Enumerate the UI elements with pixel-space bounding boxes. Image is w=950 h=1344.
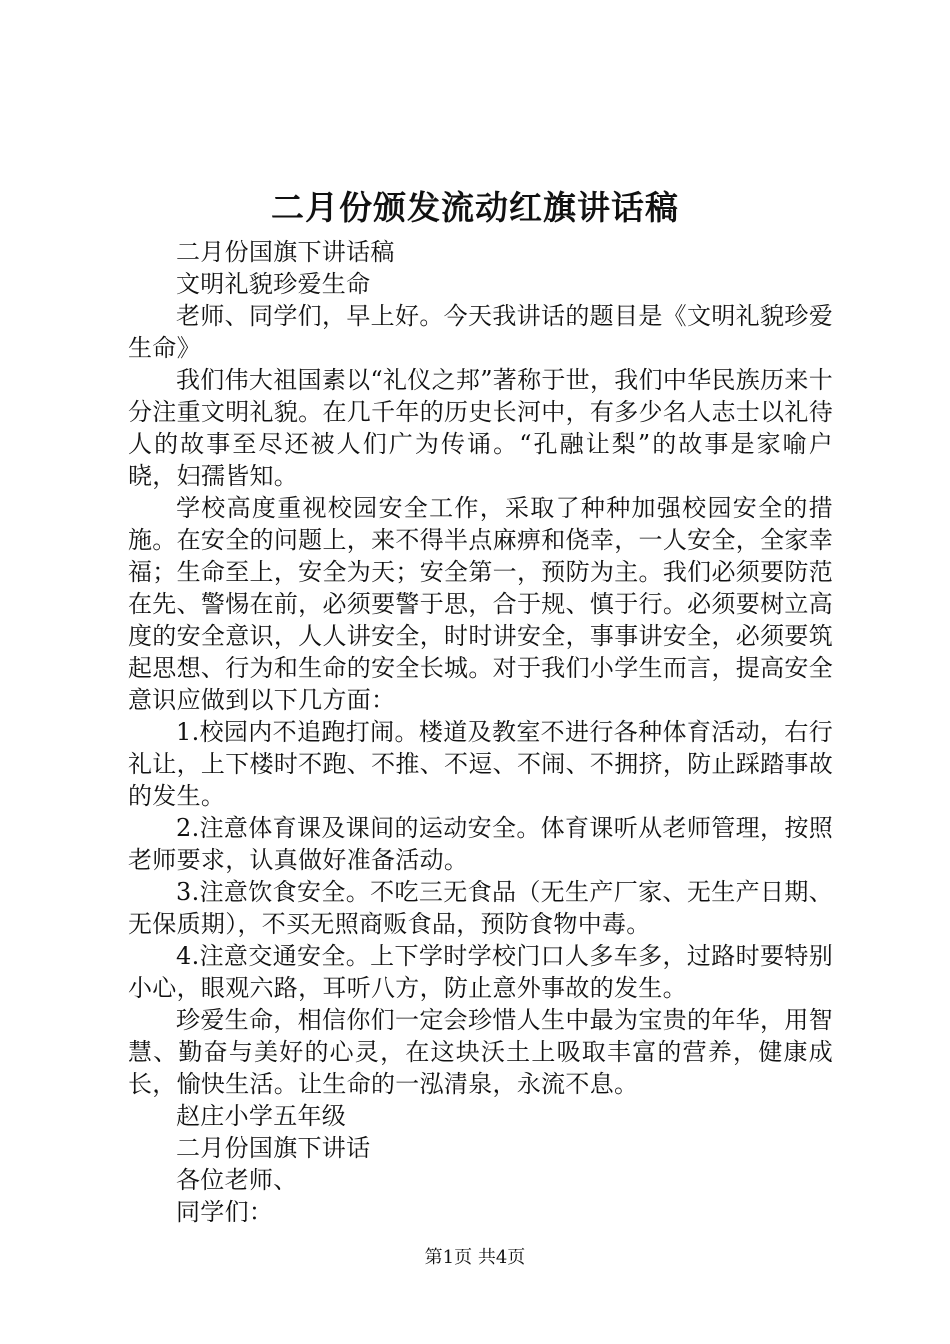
paragraph-salutation-teachers: 各位老师、 [176, 1166, 298, 1194]
paragraph-greeting: 老师、同学们，早上好。今天我讲话的题目是《文明礼貌珍爱生命》 [128, 302, 833, 362]
paragraph-item-3: 3.注意饮食安全。不吃三无食品（无生产厂家、无生产日期、无保质期），不买无照商贩食品，预防食物中毒。 [128, 878, 833, 938]
paragraph-item-2: 2.注意体育课及课间的运动安全。体育课听从老师管理，按照老师要求，认真做好准备活动。 [128, 814, 833, 874]
paragraph-salutation-students: 同学们： [176, 1198, 274, 1226]
paragraph-item-1: 1.校园内不追跑打闹。楼道及教室不进行各种体育活动，右行礼让，上下楼时不跑、不推、不逗、不闹、不拥挤，防止踩踏事故的发生。 [128, 718, 833, 810]
document-title: 二月份颁发流动红旗讲话稿 [271, 188, 679, 227]
paragraph-etiquette: 我们伟大祖国素以“礼仪之邦”著称于世，我们中华民族历来十分注重文明礼貌。在几千年的历史长河中，有多少名人志士以礼待人的故事至尽还被人们广为传诵。“孔融让梨”的故事是家喻户晓，妇孺皆知。 [128, 366, 833, 490]
page-number-footer: 第1页 共4页 [424, 1247, 526, 1268]
paragraph-subtitle: 文明礼貌珍爱生命 [176, 270, 371, 298]
paragraph-signature: 赵庄小学五年级 [176, 1102, 347, 1130]
paragraph-closing: 珍爱生命，相信你们一定会珍惜人生中最为宝贵的年华，用智慧、勤奋与美好的心灵，在这块沃土上吸取丰富的营养，健康成长，愉快生活。让生命的一泓清泉，永流不息。 [128, 1006, 833, 1098]
paragraph-safety: 学校高度重视校园安全工作，采取了种种加强校园安全的措施。在安全的问题上，来不得半点麻痹和侥幸，一人安全，全家幸福；生命至上，安全为天；安全第一，预防为主。我们必须要防范在先、警惕在前，必须要警于思，合于规、慎于行。必须要树立高度的安全意识，人人讲安全，时时讲安全，事事讲安全，必须要筑起思想、行为和生命的安全长城。对于我们小学生而言，提高安全意识应做到以下几方面： [128, 494, 833, 714]
paragraph-second-heading: 二月份国旗下讲话 [176, 1134, 371, 1162]
paragraph-heading: 二月份国旗下讲话稿 [176, 238, 395, 266]
document-body [128, 236, 833, 1228]
paragraph-item-4: 4.注意交通安全。上下学时学校门口人多车多，过路时要特别小心，眼观六路，耳听八方，防止意外事故的发生。 [128, 942, 833, 1002]
